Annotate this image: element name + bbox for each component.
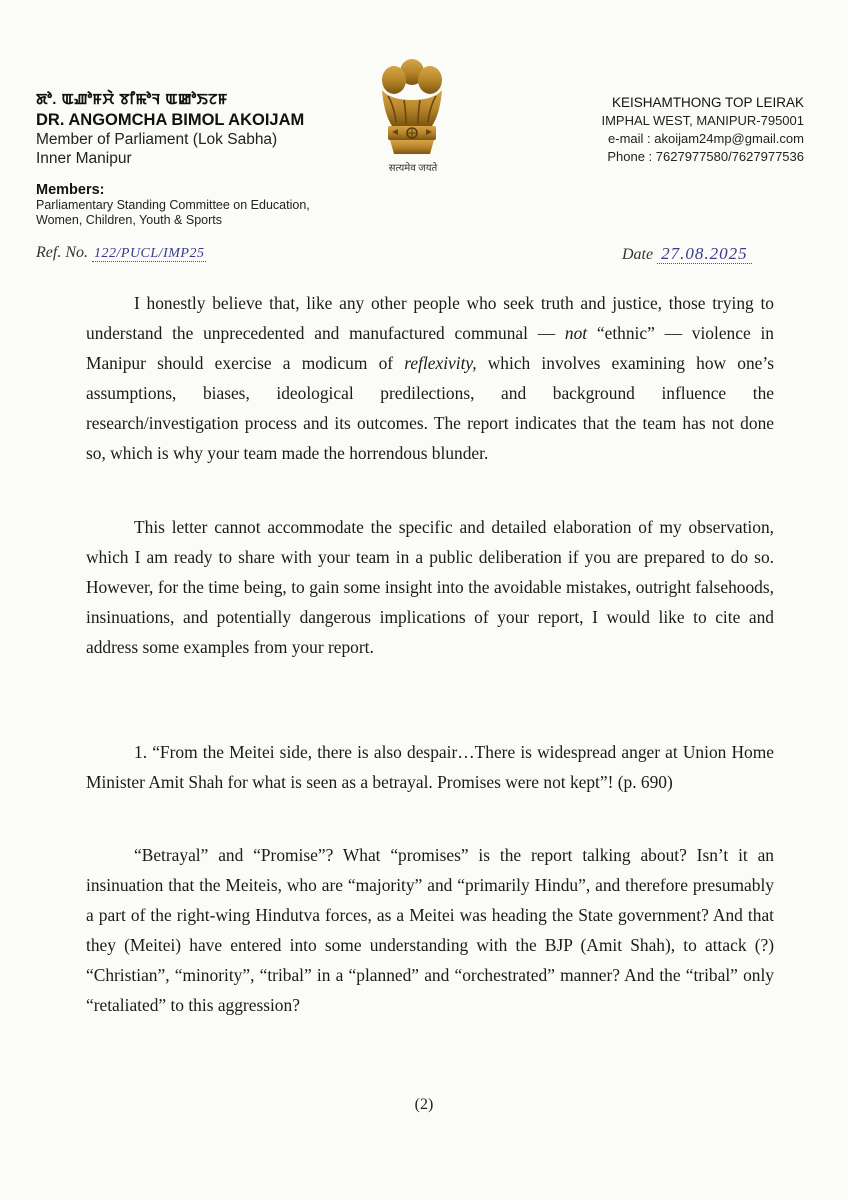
paragraph-3-quote: 1. “From the Meitei side, there is also despair…There is widespread anger at Union Home Minister Amit Shah for what is seen as a betrayal. Promises were not kept”! (p. 690) <box>86 742 774 792</box>
email: e-mail : akoijam24mp@gmail.com <box>608 131 804 146</box>
paragraph-1 <box>86 288 774 468</box>
page-number: (2) <box>414 1096 434 1113</box>
p1-part-c: which involves examining how one’s assumptions, biases, ideological predilections, and background influence the research/investigation process and its outcomes. The report indicates that the team has not done so, which is why your team made the horrendous blunder. <box>86 353 774 463</box>
paragraph-2: This letter cannot accommodate the specific and detailed elaboration of my observation, which I am ready to share with your team in a public deliberation if you are prepared to do so. However, for the time being, to gain some insight into the avoidable mistakes, outright falsehoods, insinuations, and potentially dangerous implications of your report, I would like to cite and address some examples from your report. <box>86 517 774 657</box>
phone: Phone : 7627977580/7627977536 <box>607 149 804 164</box>
address-line-2: IMPHAL WEST, MANIPUR-795001 <box>601 113 804 128</box>
emblem-motto: सत्यमेव जयते <box>388 163 438 174</box>
reference-number <box>36 244 206 262</box>
mp-role: Member of Parliament (Lok Sabha) <box>36 131 278 148</box>
members-title: Members: <box>36 182 105 198</box>
p1-part-a: I honestly believe that, like any other people who seek truth and justice, those trying to understand the unprecedented and manufactured communal — <box>86 293 774 343</box>
letter-date <box>622 244 752 264</box>
address-line-1: KEISHAMTHONG TOP LEIRAK <box>611 95 804 110</box>
letterhead-right <box>600 94 804 166</box>
date-value: 27.08.2025 <box>657 244 752 264</box>
p1-reflexivity-emphasis: reflexivity, <box>404 353 477 373</box>
members-line-1: Parliamentary Standing Committee on Education, <box>36 198 310 212</box>
ref-label: Ref. No. <box>36 244 88 261</box>
p1-part-b: “ethnic” — violence in Manipur should exercise a modicum of <box>86 323 774 373</box>
ref-value: 122/PUCL/IMP25 <box>94 246 205 261</box>
mp-name: DR. ANGOMCHA BIMOL AKOIJAM <box>36 111 305 129</box>
p1-not-emphasis: not <box>564 323 588 343</box>
letterhead-left <box>36 88 304 168</box>
paragraph-4: “Betrayal” and “Promise”? What “promises” is the report talking about? Isn’t it an insinuation that the Meiteis, who are “majority” and “primarily Hindu”, and therefore presumably a part of the right-wing Hindutva forces, as a Meitei was heading the State government? And that they (Meitei) have entered into some understanding with the BJP (Amit Shah), to attack (?) “Christian”, “minority”, “tribal” in a “planned” and “orchestrated” manner? And the “tribal” only “retaliated” to this aggression? <box>86 845 774 1015</box>
members-line-2: Women, Children, Youth & Sports <box>36 213 222 227</box>
committee-memberships <box>36 182 310 228</box>
name-meitei-script: ꯗꯣ. ꯑꯉꯣꯝꯆꯥ ꯕꯤꯃꯣꯜ ꯑꯀꯣꯏꯖꯝ <box>36 91 228 108</box>
date-label: Date <box>622 246 654 263</box>
mp-constituency: Inner Manipur <box>36 150 132 167</box>
